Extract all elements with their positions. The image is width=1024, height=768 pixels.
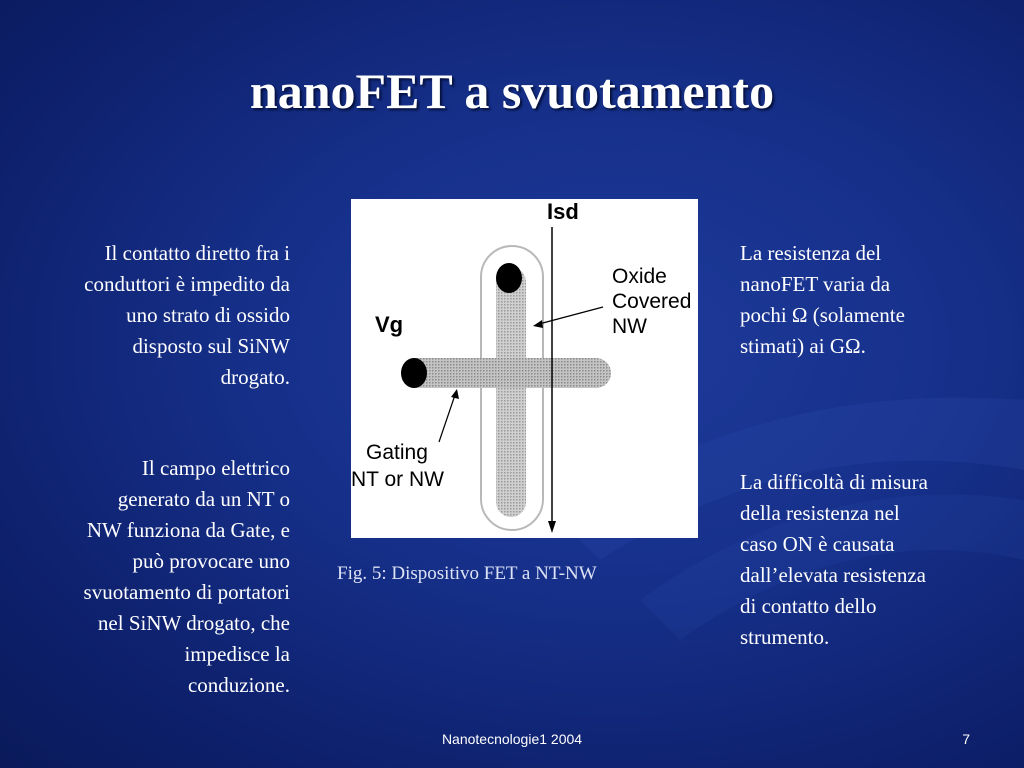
gating-label-line2: NT or NW bbox=[351, 468, 444, 491]
gate-end bbox=[401, 358, 427, 388]
text-line: Il campo elettrico bbox=[141, 456, 290, 480]
left-paragraph-2 bbox=[28, 453, 290, 701]
page-number: 7 bbox=[962, 731, 970, 747]
footer-text: Nanotecnologie1 2004 bbox=[441, 731, 583, 747]
right-paragraph-2 bbox=[740, 467, 980, 653]
figure-caption: Fig. 5: Dispositivo FET a NT-NW bbox=[337, 563, 597, 584]
text-line: drogato. bbox=[220, 365, 290, 389]
slide-title: nanoFET a svuotamento bbox=[249, 63, 775, 119]
text-line: dall’elevata resistenza bbox=[740, 563, 926, 587]
isd-label: Isd bbox=[547, 199, 579, 224]
text-line: conduttori è impedito da bbox=[84, 272, 290, 296]
text-line: della resistenza nel bbox=[740, 501, 900, 525]
vg-label: Vg bbox=[375, 312, 404, 337]
text-line: pochi Ω (solamente bbox=[740, 303, 905, 327]
text-line: La difficoltà di misura bbox=[740, 470, 928, 494]
fet-diagram bbox=[351, 199, 698, 538]
text-line: stimati) ai GΩ. bbox=[740, 334, 866, 358]
nanowire-end bbox=[496, 263, 522, 293]
text-line: caso ON è causata bbox=[740, 532, 895, 556]
oxide-label-line2: Covered bbox=[612, 290, 692, 313]
gating-label-line1: Gating bbox=[366, 441, 428, 464]
text-line: strumento. bbox=[740, 625, 830, 649]
left-paragraph-1 bbox=[28, 238, 290, 393]
gate-nanowire bbox=[401, 358, 611, 388]
oxide-label-line3: NW bbox=[612, 315, 647, 338]
text-line: nanoFET varia da bbox=[740, 272, 891, 296]
text-line: può provocare uno bbox=[132, 549, 290, 573]
text-line: generato da un NT o bbox=[117, 487, 290, 511]
vertical-nanowire bbox=[496, 267, 526, 517]
right-paragraph-1 bbox=[740, 238, 980, 362]
text-line: di contatto dello bbox=[740, 594, 877, 618]
text-line: svuotamento di portatori bbox=[83, 580, 290, 604]
oxide-label-line1: Oxide bbox=[612, 265, 667, 288]
isd-arrow-head bbox=[548, 521, 556, 533]
text-line: La resistenza del bbox=[740, 241, 882, 265]
text-line: uno strato di ossido bbox=[126, 303, 290, 327]
text-line: impedisce la bbox=[184, 642, 290, 666]
gating-pointer-line bbox=[439, 395, 455, 442]
text-line: conduzione. bbox=[187, 673, 290, 697]
text-line: nel SiNW drogato, che bbox=[97, 611, 290, 635]
oxide-pointer-line bbox=[539, 307, 603, 324]
text-line: NW funziona da Gate, e bbox=[86, 518, 290, 542]
device-figure bbox=[351, 199, 698, 538]
text-line: Il contatto diretto fra i bbox=[104, 241, 290, 265]
text-line: disposto sul SiNW bbox=[132, 334, 290, 358]
gating-pointer-head bbox=[451, 389, 459, 399]
